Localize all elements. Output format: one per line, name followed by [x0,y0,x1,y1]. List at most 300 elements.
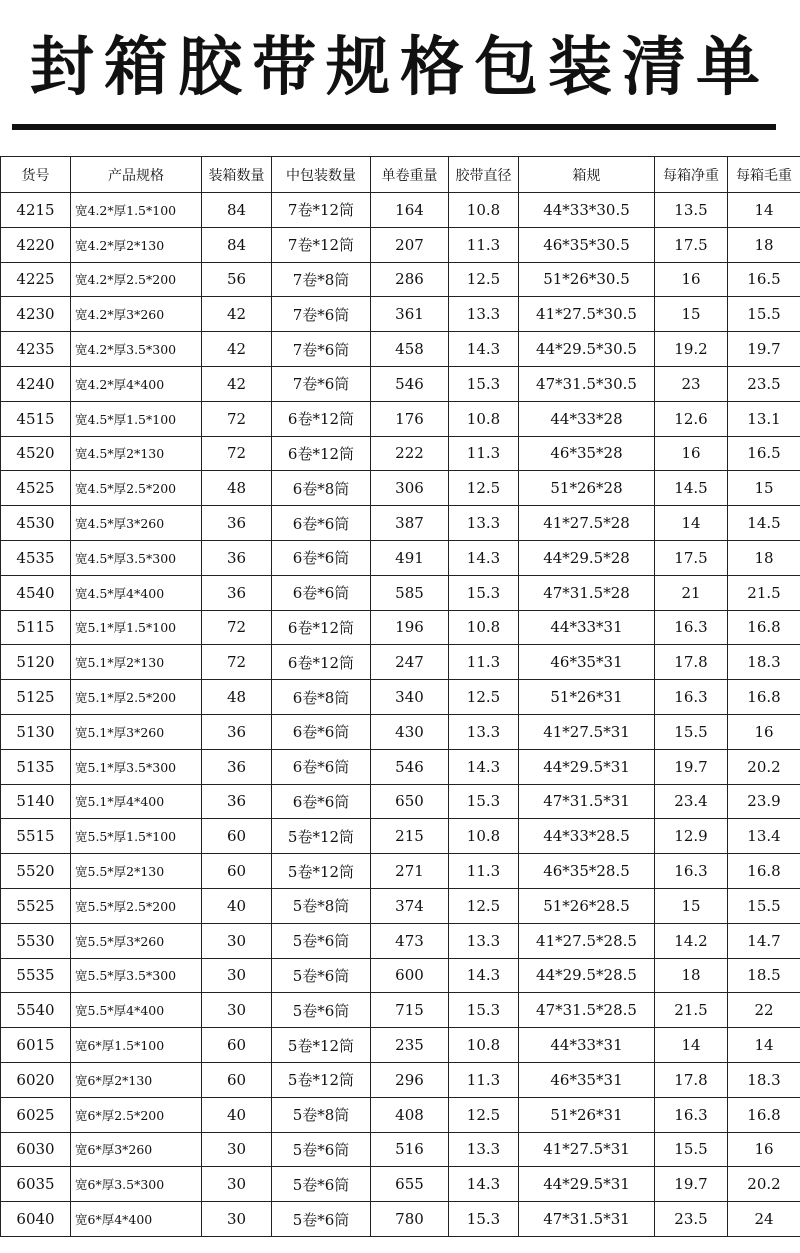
table-cell: 20.2 [728,749,800,784]
table-cell: 4215 [1,193,71,228]
table-cell: 47*31.5*30.5 [519,366,655,401]
table-cell: 5卷*6筒 [272,1202,371,1237]
table-cell: 宽5.1*厚2.5*200 [71,680,202,715]
table-cell: 宽5.1*厚1.5*100 [71,610,202,645]
table-cell: 42 [202,366,272,401]
table-cell: 14.3 [449,1167,519,1202]
table-body [1,193,800,1237]
table-cell: 6卷*6筒 [272,506,371,541]
table-cell: 44*29.5*31 [519,1167,655,1202]
table-row [1,506,800,541]
table-cell: 宽5.5*厚2.5*200 [71,888,202,923]
table-cell: 13.3 [449,297,519,332]
header-cell: 每箱净重 [655,157,728,193]
table-cell: 18.5 [728,958,800,993]
table-cell: 40 [202,888,272,923]
table-cell: 12.5 [449,680,519,715]
table-cell: 6卷*6筒 [272,749,371,784]
table-cell: 14 [655,506,728,541]
table-cell: 13.3 [449,714,519,749]
table-cell: 17.5 [655,540,728,575]
table-cell: 516 [371,1132,449,1167]
table-cell: 164 [371,193,449,228]
table-cell: 宽5.5*厚3*260 [71,923,202,958]
table-cell: 6卷*6筒 [272,714,371,749]
table-cell: 44*33*31 [519,610,655,645]
table-cell: 655 [371,1167,449,1202]
table-cell: 235 [371,1028,449,1063]
table-cell: 715 [371,993,449,1028]
table-cell: 15 [655,297,728,332]
table-cell: 7卷*12筒 [272,227,371,262]
table-cell: 5卷*6筒 [272,958,371,993]
table-cell: 6020 [1,1062,71,1097]
table-cell: 16.5 [728,436,800,471]
table-cell: 6030 [1,1132,71,1167]
table-cell: 44*29.5*30.5 [519,332,655,367]
table-cell: 6卷*6筒 [272,540,371,575]
table-cell: 5卷*6筒 [272,993,371,1028]
table-cell: 12.5 [449,471,519,506]
table-cell: 5卷*6筒 [272,923,371,958]
table-cell: 56 [202,262,272,297]
table-cell: 36 [202,784,272,819]
table-cell: 44*33*30.5 [519,193,655,228]
table-cell: 14.3 [449,332,519,367]
table-cell: 585 [371,575,449,610]
table-cell: 41*27.5*31 [519,1132,655,1167]
table-row [1,645,800,680]
table-cell: 宽6*厚3*260 [71,1132,202,1167]
table-cell: 19.7 [655,749,728,784]
table-row [1,366,800,401]
table-cell: 18 [728,540,800,575]
table-row [1,436,800,471]
table-cell: 215 [371,819,449,854]
table-row [1,888,800,923]
table-cell: 44*33*28 [519,401,655,436]
table-cell: 14.5 [728,506,800,541]
table-row [1,1132,800,1167]
table-cell: 12.6 [655,401,728,436]
table-cell: 207 [371,227,449,262]
header-cell: 货号 [1,157,71,193]
table-cell: 10.8 [449,819,519,854]
table-cell: 44*33*31 [519,1028,655,1063]
table-cell: 5卷*12筒 [272,854,371,889]
table-cell: 41*27.5*30.5 [519,297,655,332]
table-cell: 16.8 [728,854,800,889]
table-cell: 361 [371,297,449,332]
table-cell: 51*26*28.5 [519,888,655,923]
table-row [1,1097,800,1132]
table-cell: 4230 [1,297,71,332]
table-cell: 16 [655,262,728,297]
table-cell: 15.5 [728,297,800,332]
table-cell: 6025 [1,1097,71,1132]
table-cell: 6卷*12筒 [272,436,371,471]
table-cell: 16.8 [728,1097,800,1132]
table-cell: 宽5.5*厚3.5*300 [71,958,202,993]
table-cell: 14.3 [449,958,519,993]
table-cell: 5135 [1,749,71,784]
table-cell: 宽6*厚1.5*100 [71,1028,202,1063]
table-header-row [1,157,800,193]
table-row [1,193,800,228]
table-cell: 48 [202,680,272,715]
table-cell: 17.5 [655,227,728,262]
header-cell: 产品规格 [71,157,202,193]
table-cell: 780 [371,1202,449,1237]
table-cell: 6卷*6筒 [272,575,371,610]
table-cell: 17.8 [655,645,728,680]
table-cell: 23.9 [728,784,800,819]
table-cell: 宽5.1*厚4*400 [71,784,202,819]
table-cell: 12.5 [449,262,519,297]
table-cell: 19.7 [728,332,800,367]
table-cell: 46*35*31 [519,1062,655,1097]
table-row [1,227,800,262]
table-cell: 10.8 [449,610,519,645]
table-cell: 11.3 [449,645,519,680]
table-row [1,1167,800,1202]
table-cell: 650 [371,784,449,819]
table-cell: 30 [202,993,272,1028]
table-row [1,297,800,332]
table-cell: 5520 [1,854,71,889]
table-cell: 36 [202,749,272,784]
table-cell: 6卷*8筒 [272,680,371,715]
table-cell: 13.1 [728,401,800,436]
table-cell: 10.8 [449,1028,519,1063]
table-cell: 宽6*厚4*400 [71,1202,202,1237]
table-cell: 23.5 [728,366,800,401]
table-cell: 72 [202,645,272,680]
table-cell: 宽4.2*厚1.5*100 [71,193,202,228]
table-cell: 30 [202,923,272,958]
table-cell: 15.3 [449,784,519,819]
table-cell: 7卷*6筒 [272,366,371,401]
table-cell: 16.5 [728,262,800,297]
table-cell: 11.3 [449,1062,519,1097]
table-cell: 宽6*厚2.5*200 [71,1097,202,1132]
table-cell: 5120 [1,645,71,680]
table-cell: 30 [202,1132,272,1167]
table-cell: 458 [371,332,449,367]
table-cell: 4520 [1,436,71,471]
table-cell: 5卷*8筒 [272,888,371,923]
table-cell: 42 [202,332,272,367]
table-cell: 4515 [1,401,71,436]
table-cell: 4525 [1,471,71,506]
table-row [1,1062,800,1097]
table-cell: 15.5 [655,1132,728,1167]
table-cell: 5525 [1,888,71,923]
table-cell: 16.8 [728,680,800,715]
table-cell: 5535 [1,958,71,993]
table-cell: 60 [202,1062,272,1097]
table-cell: 42 [202,297,272,332]
table-cell: 4540 [1,575,71,610]
table-cell: 51*26*30.5 [519,262,655,297]
title-underline [12,124,776,130]
table-cell: 47*31.5*28 [519,575,655,610]
table-row [1,923,800,958]
table-row [1,262,800,297]
table-cell: 47*31.5*31 [519,1202,655,1237]
table-cell: 5540 [1,993,71,1028]
table-cell: 60 [202,819,272,854]
table-cell: 84 [202,227,272,262]
table-row [1,1028,800,1063]
table-cell: 宽4.2*厚3.5*300 [71,332,202,367]
table-cell: 宽4.5*厚3.5*300 [71,540,202,575]
table-cell: 430 [371,714,449,749]
table-cell: 16.3 [655,1097,728,1132]
table-cell: 21.5 [655,993,728,1028]
table-row [1,610,800,645]
table-cell: 340 [371,680,449,715]
table-cell: 46*35*31 [519,645,655,680]
table-cell: 5115 [1,610,71,645]
table-cell: 46*35*30.5 [519,227,655,262]
table-cell: 473 [371,923,449,958]
table-cell: 10.8 [449,193,519,228]
page-title: 封箱胶带规格包装清单 [30,31,770,105]
table-cell: 387 [371,506,449,541]
table-cell: 6卷*12筒 [272,645,371,680]
table-row [1,1202,800,1237]
table-cell: 16.3 [655,854,728,889]
table-cell: 7卷*12筒 [272,193,371,228]
table-cell: 13.4 [728,819,800,854]
table-row [1,749,800,784]
table-cell: 47*31.5*28.5 [519,993,655,1028]
table-cell: 18 [655,958,728,993]
table-cell: 5515 [1,819,71,854]
table-cell: 286 [371,262,449,297]
table-cell: 408 [371,1097,449,1132]
table-cell: 宽5.5*厚1.5*100 [71,819,202,854]
table-cell: 12.5 [449,888,519,923]
table-cell: 23 [655,366,728,401]
table-cell: 16.3 [655,680,728,715]
table-cell: 5130 [1,714,71,749]
table-cell: 23.4 [655,784,728,819]
header-cell: 中包装数量 [272,157,371,193]
table-cell: 宽4.2*厚2.5*200 [71,262,202,297]
table-cell: 14.3 [449,749,519,784]
table-cell: 5卷*6筒 [272,1167,371,1202]
table-cell: 4530 [1,506,71,541]
table-cell: 6035 [1,1167,71,1202]
table-cell: 72 [202,436,272,471]
table-cell: 17.8 [655,1062,728,1097]
table-cell: 14.2 [655,923,728,958]
table-cell: 宽5.1*厚2*130 [71,645,202,680]
table-cell: 14 [728,193,800,228]
table-cell: 7卷*6筒 [272,297,371,332]
table-cell: 374 [371,888,449,923]
table-cell: 14 [728,1028,800,1063]
table-cell: 6015 [1,1028,71,1063]
table-cell: 15.3 [449,575,519,610]
table-cell: 5卷*12筒 [272,1028,371,1063]
table-cell: 247 [371,645,449,680]
table-cell: 22 [728,993,800,1028]
table-cell: 16 [728,1132,800,1167]
table-cell: 7卷*6筒 [272,332,371,367]
table-cell: 14 [655,1028,728,1063]
table-cell: 36 [202,506,272,541]
table-row [1,680,800,715]
table-cell: 10.8 [449,401,519,436]
table-cell: 4235 [1,332,71,367]
table-cell: 14.7 [728,923,800,958]
table-cell: 222 [371,436,449,471]
table-row [1,575,800,610]
table-cell: 44*29.5*31 [519,749,655,784]
table-cell: 15.3 [449,1202,519,1237]
table-cell: 21 [655,575,728,610]
table-cell: 36 [202,575,272,610]
table-cell: 宽4.5*厚2.5*200 [71,471,202,506]
table-cell: 46*35*28.5 [519,854,655,889]
table-cell: 41*27.5*28 [519,506,655,541]
table-cell: 13.3 [449,506,519,541]
table-cell: 5140 [1,784,71,819]
table-cell: 30 [202,1167,272,1202]
table-cell: 36 [202,714,272,749]
table-cell: 14.3 [449,540,519,575]
table-row [1,714,800,749]
table-cell: 13.3 [449,923,519,958]
table-cell: 30 [202,958,272,993]
table-row [1,332,800,367]
table-cell: 30 [202,1202,272,1237]
table-cell: 546 [371,366,449,401]
table-cell: 宽4.2*厚4*400 [71,366,202,401]
table-cell: 12.5 [449,1097,519,1132]
table-cell: 15.5 [655,714,728,749]
table-cell: 15 [655,888,728,923]
table-cell: 6卷*6筒 [272,784,371,819]
table-cell: 15.5 [728,888,800,923]
table-cell: 18.3 [728,1062,800,1097]
table-cell: 23.5 [655,1202,728,1237]
table-cell: 14.5 [655,471,728,506]
table-cell: 546 [371,749,449,784]
header-cell: 胶带直径 [449,157,519,193]
table-cell: 18 [728,227,800,262]
table-cell: 5卷*12筒 [272,1062,371,1097]
table-cell: 12.9 [655,819,728,854]
table-cell: 4220 [1,227,71,262]
table-cell: 宽6*厚2*130 [71,1062,202,1097]
spec-table [0,156,800,1237]
table-cell: 36 [202,540,272,575]
table-cell: 宽5.1*厚3*260 [71,714,202,749]
table-cell: 72 [202,610,272,645]
table-cell: 宽5.5*厚2*130 [71,854,202,889]
table-cell: 51*26*31 [519,680,655,715]
table-cell: 21.5 [728,575,800,610]
table-cell: 51*26*31 [519,1097,655,1132]
header-cell: 箱规 [519,157,655,193]
table-cell: 宽4.2*厚3*260 [71,297,202,332]
table-cell: 6卷*8筒 [272,471,371,506]
table-cell: 19.7 [655,1167,728,1202]
table-cell: 15 [728,471,800,506]
table-cell: 宽5.5*厚4*400 [71,993,202,1028]
table-cell: 宽4.5*厚2*130 [71,436,202,471]
table-cell: 60 [202,854,272,889]
table-cell: 600 [371,958,449,993]
table-cell: 16 [655,436,728,471]
table-cell: 46*35*28 [519,436,655,471]
table-cell: 4225 [1,262,71,297]
table-cell: 7卷*8筒 [272,262,371,297]
table-cell: 13.5 [655,193,728,228]
table-cell: 4535 [1,540,71,575]
table-cell: 40 [202,1097,272,1132]
table-row [1,401,800,436]
table-cell: 11.3 [449,854,519,889]
table-cell: 84 [202,193,272,228]
table-cell: 5卷*12筒 [272,819,371,854]
table-cell: 16.8 [728,610,800,645]
table-cell: 196 [371,610,449,645]
table-cell: 16 [728,714,800,749]
table-cell: 41*27.5*28.5 [519,923,655,958]
table-cell: 4240 [1,366,71,401]
table-cell: 宽4.5*厚4*400 [71,575,202,610]
table-cell: 47*31.5*31 [519,784,655,819]
table-cell: 44*33*28.5 [519,819,655,854]
table-cell: 44*29.5*28 [519,540,655,575]
table-cell: 48 [202,471,272,506]
table-cell: 6卷*12筒 [272,401,371,436]
table-row [1,784,800,819]
table-cell: 51*26*28 [519,471,655,506]
table-row [1,540,800,575]
table-cell: 60 [202,1028,272,1063]
table-cell: 6卷*12筒 [272,610,371,645]
header-cell: 装箱数量 [202,157,272,193]
table-row [1,993,800,1028]
table-cell: 宽6*厚3.5*300 [71,1167,202,1202]
table-cell: 宽5.1*厚3.5*300 [71,749,202,784]
table-cell: 13.3 [449,1132,519,1167]
table-cell: 5125 [1,680,71,715]
table-row [1,958,800,993]
table-cell: 19.2 [655,332,728,367]
table-cell: 41*27.5*31 [519,714,655,749]
table-cell: 491 [371,540,449,575]
table-cell: 宽4.5*厚3*260 [71,506,202,541]
table-cell: 20.2 [728,1167,800,1202]
table-cell: 宽4.5*厚1.5*100 [71,401,202,436]
table-cell: 5卷*6筒 [272,1132,371,1167]
table-row [1,819,800,854]
table-cell: 15.3 [449,993,519,1028]
table-cell: 72 [202,401,272,436]
table-cell: 5530 [1,923,71,958]
table-cell: 11.3 [449,227,519,262]
table-cell: 18.3 [728,645,800,680]
table-cell: 11.3 [449,436,519,471]
table-cell: 16.3 [655,610,728,645]
